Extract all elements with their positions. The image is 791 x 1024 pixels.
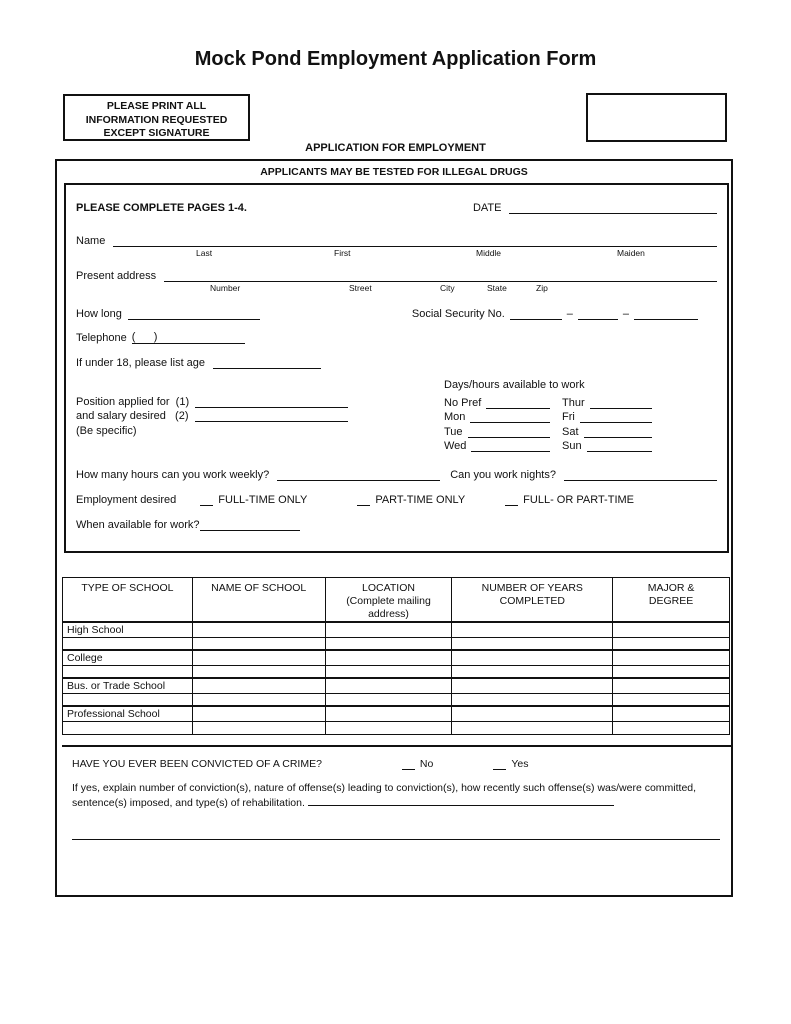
header-type-of-school: TYPE OF SCHOOL [63,578,193,623]
day-label-sun: Sun [562,440,582,452]
ssn-dash: – [566,308,573,320]
conviction-section [72,757,720,840]
ssn-group [412,307,703,320]
form-outer-box [55,159,733,897]
day-label-wed: Wed [444,440,467,452]
conviction-explain-label: If yes, explain number of conviction(s), nature of offense(s) leading to conviction(s), how recently such offense(s) was/were committed, sentence(s) imposed, and type(s) of rehabilitation. [72,782,697,809]
telephone-label: Telephone [76,332,127,344]
ssn-input-line-3[interactable] [634,307,698,320]
education-cell[interactable] [63,665,193,678]
education-cell[interactable] [452,721,613,734]
name-input-line[interactable] [113,234,717,247]
education-cell[interactable] [192,693,325,706]
under-18-age-input-line[interactable] [213,356,321,369]
ssn-dash: – [622,308,630,320]
header-years-completed: NUMBER OF YEARS COMPLETED [452,578,613,623]
option-part-time [357,493,465,506]
availability-heading: Days/hours available to work [444,379,585,391]
header-name-of-school: NAME OF SCHOOL [192,578,325,623]
salary-desired-label: and salary desired (2) [76,410,189,422]
education-cell[interactable] [613,650,730,665]
print-notice-line: PLEASE PRINT ALL [106,100,207,112]
address-sublabel-state: State [487,283,507,293]
education-cell[interactable] [63,721,193,734]
work-nights-input-line[interactable] [564,468,717,481]
education-cell[interactable] [192,721,325,734]
education-cell[interactable] [613,637,730,650]
conviction-option-yes [493,757,528,770]
address-sublabel-zip: Zip [536,283,548,293]
day-label-sat: Sat [562,425,579,438]
address-sublabel-city: City [440,283,455,293]
conviction-question-label: HAVE YOU EVER BEEN CONVICTED OF A CRIME? [72,758,322,770]
day-label-mon: Mon [444,411,466,423]
address-sublabel-street: Street [349,283,372,293]
education-cell[interactable] [192,637,325,650]
office-use-box[interactable] [586,93,727,142]
position-block [76,379,348,437]
hours-weekly-label: How many hours can you work weekly? [76,469,270,481]
education-cell[interactable] [613,622,730,637]
row-label-college: College [63,650,193,665]
application-heading: APPLICATION FOR EMPLOYMENT [305,142,486,154]
education-cell[interactable] [452,693,613,706]
when-available-label: When available for work? [76,519,200,531]
drug-test-notice: APPLICANTS MAY BE TESTED FOR ILLEGAL DRUGS [260,166,528,178]
ssn-input-line-2[interactable] [578,307,618,320]
education-cell[interactable] [192,665,325,678]
be-specific-label: (Be specific) [76,424,137,437]
work-nights-label: Can you work nights? [450,469,556,481]
when-available-input-line[interactable] [200,518,300,531]
conviction-explain-input-line[interactable] [308,795,614,806]
full-or-part-time-label: FULL- OR PART-TIME [523,494,634,506]
availability-block [444,379,717,452]
header-major-degree: MAJOR & DEGREE [613,578,730,623]
position-1-input-line[interactable] [195,395,348,408]
table-row-blank [63,637,730,650]
conviction-extra-input-line[interactable] [72,827,720,840]
education-cell[interactable] [452,706,613,721]
date-label: DATE [472,202,502,214]
name-sublabel-middle: Middle [476,248,502,258]
education-cell[interactable] [325,693,452,706]
education-cell[interactable] [452,678,613,693]
section-bottom-line [76,551,717,553]
position-applied-label: Position applied for (1) [76,395,190,408]
name-sublabel-maiden: Maiden [617,248,645,258]
education-table [62,577,730,735]
table-row-blank [63,721,730,734]
education-cell[interactable] [192,650,325,665]
section-divider-line [62,745,731,747]
address-input-line[interactable] [164,269,717,282]
ssn-label: Social Security No. [411,308,505,320]
education-cell[interactable] [613,678,730,693]
row-label-professional-school: Professional School [63,706,193,721]
conviction-yes-check-line[interactable] [493,757,506,770]
print-notice-line: INFORMATION REQUESTED [85,113,228,126]
education-cell[interactable] [452,637,613,650]
day-label-nopref: No Pref [444,396,482,409]
day-nopref-input-line[interactable] [486,396,550,409]
day-label-thur: Thur [562,396,585,409]
how-long-label: How long [76,308,122,320]
table-row-college [63,650,730,665]
day-label-tue: Tue [444,425,463,438]
date-input-line[interactable] [509,201,717,214]
conviction-yes-label: Yes [511,758,529,770]
education-cell[interactable] [613,721,730,734]
day-wed-input-line[interactable] [471,439,550,452]
day-tue-input-line[interactable] [468,425,550,438]
education-cell[interactable] [613,665,730,678]
address-label: Present address [76,270,157,282]
complete-pages-label: PLEASE COMPLETE PAGES 1-4. [76,202,247,214]
option-full-time [200,493,307,506]
day-sat-input-line[interactable] [584,425,652,438]
part-time-label: PART-TIME ONLY [375,494,466,506]
table-row-blank [63,665,730,678]
day-label-fri: Fri [562,411,575,423]
day-fri-input-line[interactable] [580,410,652,423]
education-cell[interactable] [452,650,613,665]
education-cell[interactable] [192,622,325,637]
address-sublabel-number: Number [210,283,241,293]
personal-info-section [64,183,729,553]
page-title: Mock Pond Employment Application Form [194,48,597,70]
part-time-check-line[interactable] [357,493,370,506]
how-long-input-line[interactable] [128,307,260,320]
education-cell[interactable] [325,721,452,734]
name-label: Name [76,235,106,247]
name-sublabels [76,247,717,260]
conviction-option-no [402,757,433,770]
under-18-age-label: If under 18, please list age [76,357,206,369]
telephone-area-code-line[interactable]: ( ) [131,331,158,343]
name-sublabel-first: First [334,248,351,258]
education-cell[interactable] [325,665,452,678]
position-2-input-line[interactable] [195,409,349,422]
row-label-high-school: High School [63,622,193,637]
hours-weekly-input-line[interactable] [277,468,440,481]
table-row-trade-school [63,678,730,693]
education-cell[interactable] [63,693,193,706]
education-cell[interactable] [613,706,730,721]
education-cell[interactable] [325,637,452,650]
table-row-high-school [63,622,730,637]
full-time-label: FULL-TIME ONLY [218,494,308,506]
row-label-trade-school: Bus. or Trade School [63,678,193,693]
education-cell[interactable] [325,622,452,637]
education-cell[interactable] [452,665,613,678]
education-header-row [63,578,730,623]
education-cell[interactable] [452,622,613,637]
print-notice-line: EXCEPT SIGNATURE [103,127,210,139]
name-sublabel-last: Last [196,248,213,258]
header-location: LOCATION (Complete mailing address) [325,578,452,623]
education-cell[interactable] [325,678,452,693]
option-full-or-part-time [505,493,634,506]
day-mon-input-line[interactable] [470,410,550,423]
conviction-no-label: No [419,758,434,770]
education-cell[interactable] [613,693,730,706]
education-cell[interactable] [192,706,325,721]
day-sun-input-line[interactable] [587,439,652,452]
print-notice-box [63,94,250,141]
education-cell[interactable] [325,706,452,721]
education-cell[interactable] [63,637,193,650]
conviction-no-check-line[interactable] [402,757,415,770]
full-or-part-time-check-line[interactable] [505,493,518,506]
table-row-professional-school [63,706,730,721]
telephone-input-line[interactable] [157,331,245,344]
employment-desired-label: Employment desired [76,494,177,506]
ssn-input-line-1[interactable] [510,307,562,320]
education-cell[interactable] [192,678,325,693]
table-row-blank [63,693,730,706]
day-thur-input-line[interactable] [590,396,652,409]
full-time-check-line[interactable] [200,493,213,506]
address-sublabels [76,282,717,295]
education-cell[interactable] [325,650,452,665]
